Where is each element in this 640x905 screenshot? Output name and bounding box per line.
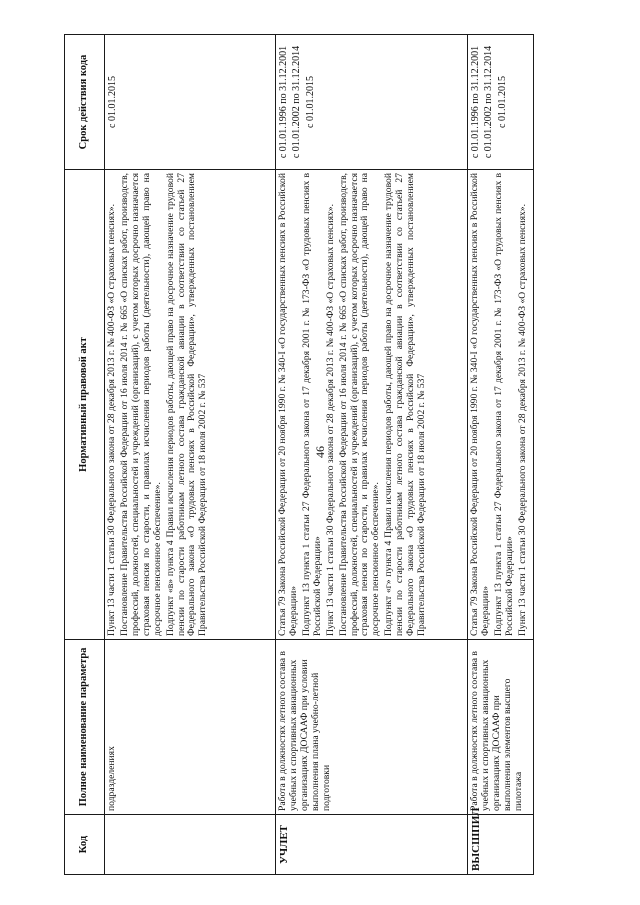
row-code: ВЫСШПИЛ <box>468 815 534 875</box>
act-item: Подпункт 13 пункта 1 статьи 27 Федерального закона от 17 декабря 2001 г. № 173-ФЗ «О трудовых пенсиях в Российской Федерации» <box>300 173 323 636</box>
header-act: Нормативный правовой акт <box>65 170 105 640</box>
header-code: Код <box>65 815 105 875</box>
table-header-row <box>65 35 105 875</box>
parameters-table <box>64 34 534 875</box>
act-item: Постановление Правительства Российской Федерации от 16 июля 2014 г. № 665 «О списках работ, производств, профессий, должностей, специальностей и учреждений (организаций), с учетом которых досрочно назначается страховая пенсия по старости, и правилах исчисления периодов работы (деятельности), дающей право на досрочное пенсионное обеспечение». <box>118 173 163 636</box>
page-number: 46 <box>313 446 327 458</box>
row-code: УЧЛЕТ <box>276 815 468 875</box>
term-item: с 01.01.2015 <box>496 76 508 128</box>
param-name-text: Работа в должностях летного состава в учебных и спортивных авиационных организациях ДОСААФ при условии выполнения плана учебно-летной подготовки <box>277 651 332 811</box>
param-name-text: подразделениях <box>106 746 117 811</box>
rotated-table-wrapper <box>64 35 528 875</box>
act-item: Подпункт «в» пункта 4 Правил исчисления периодов работы, дающей право на досрочное назначение трудовой пенсии по старости работникам летного состава гражданской авиации в соответствии со статьей 27 Федерального закона «О трудовых пенсиях в Российской Федерации», утвержденных постановлением Правительства Российской Федерации от 18 июля 2002 г. № 537 <box>164 173 209 636</box>
act-item: Подпункт «г» пункта 4 Правил исчисления периодов работы, дающей право на досрочное назначение трудовой пенсии по старости работникам летного состава гражданской авиации в соответствии со статьей 27 Федерального закона «О трудовых пенсиях в Российской Федерации», утвержденных постановлением Правительства Российской Федерации от 18 июля 2002 г. № 537 <box>383 173 428 636</box>
act-item: Пункт 13 части 1 статьи 30 Федерального закона от 28 декабря 2013 г. № 400-ФЗ «О страховых пенсиях». <box>516 204 528 636</box>
act-item: Пункт 13 части 1 статьи 30 Федерального закона от 28 декабря 2013 г. № 400-ФЗ «О страховых пенсиях». <box>106 204 117 636</box>
row-acts <box>468 170 534 640</box>
act-item: Статья 79 Закона Российской Федерации от 20 ноября 1990 г. № 340-I «О государственных пенсиях в Российской Федерации» <box>469 173 491 636</box>
row-acts <box>276 170 468 640</box>
act-item: Постановление Правительства Российской Федерации от 16 июля 2014 г. № 665 «О списках работ, производств, профессий, должностей, специальностей и учреждений (организаций), с учетом которых досрочно назначается страховая пенсия по старости, и правилах исчисления периодов работы (деятельности), дающей право на досрочное пенсионное обеспечение». <box>337 173 382 636</box>
term-item: с 01.01.2002 по 31.12.2014 <box>291 45 303 159</box>
row-terms <box>276 35 468 170</box>
table-row <box>276 35 468 875</box>
term-item: с 01.01.2002 по 31.12.2014 <box>483 45 495 159</box>
param-name-text: Работа в должностях летного состава в учебных и спортивных авиационных организациях ДОСААФ при выполнении элементов высшего пилотажа <box>469 651 524 811</box>
term-item: с 01.01.2015 <box>107 76 118 128</box>
act-item: Подпункт 13 пункта 1 статьи 27 Федерального закона от 17 декабря 2001 г. № 173-ФЗ «О трудовых пенсиях в Российской Федерации» <box>492 173 515 636</box>
row-code <box>105 815 276 875</box>
table-row <box>468 35 534 875</box>
table-row <box>105 35 276 875</box>
row-terms <box>468 35 534 170</box>
row-param-name <box>468 640 534 815</box>
act-item: Статья 79 Закона Российской Федерации от 20 ноября 1990 г. № 340-I «О государственных пенсиях в Российской Федерации» <box>277 173 299 636</box>
term-item: с 01.01.1996 по 31.12.2001 <box>470 45 481 159</box>
row-terms <box>105 35 276 170</box>
header-name: Полное наименование параметра <box>65 640 105 815</box>
term-item: с 01.01.1996 по 31.12.2001 <box>278 45 289 159</box>
term-item: с 01.01.2015 <box>304 76 316 128</box>
header-term: Срок действия кода <box>65 35 105 170</box>
row-acts <box>105 170 276 640</box>
row-param-name <box>105 640 276 815</box>
row-param-name <box>276 640 468 815</box>
act-item: Пункт 13 части 1 статьи 30 Федерального закона от 28 декабря 2013 г. № 400-ФЗ «О страховых пенсиях». <box>324 204 336 636</box>
